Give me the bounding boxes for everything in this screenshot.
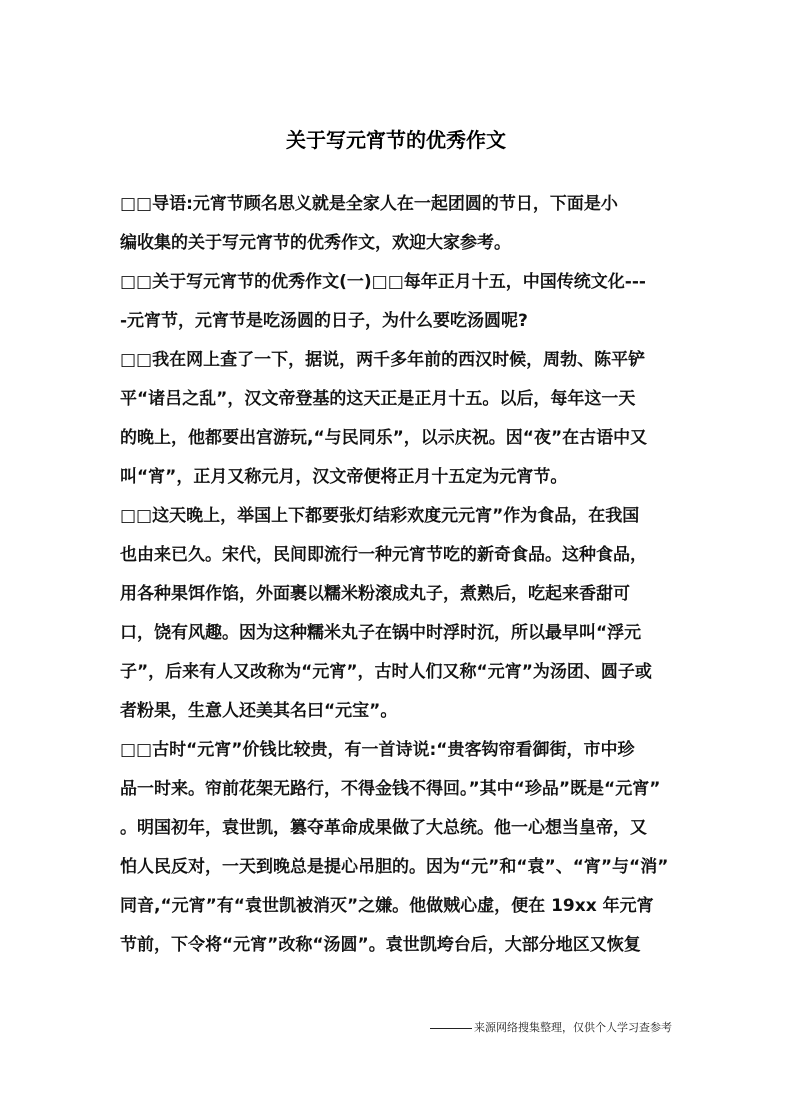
body-line: 口，饶有风趣。因为这种糯米丸子在锅中时浮时沉，所以最早叫“浮元 [120, 623, 642, 643]
body-line: 节前，下令将“元宵”改称“汤圆”。袁世凯垮台后，大部分地区又恢复 [120, 935, 641, 955]
body-line: 怕人民反对，一天到晚总是提心吊胆的。因为“元”和“袁”、“宵”与“消” [120, 857, 669, 877]
body-line: 子”，后来有人又改称为“元宵”，古时人们又称“元宵”为汤团、圆子或 [120, 662, 652, 682]
body-line: 平“诸吕之乱”，汉文帝登基的这天正是正月十五。以后，每年这一天 [120, 389, 636, 409]
body-line: 者粉果，生意人还美其名曰“元宝”。 [120, 701, 398, 721]
body-line: 品一时来。帘前花架无路行，不得金钱不得回。”其中“珍品”既是“元宵” [120, 779, 661, 799]
body-line: 用各种果饵作馅，外面裹以糯米粉滚成丸子，煮熟后，吃起来香甜可 [120, 584, 630, 604]
document-body [120, 185, 680, 965]
body-line: 的晚上，他都要出宫游玩,“与民同乐”，以示庆祝。因“夜”在古语中又 [120, 428, 648, 448]
body-line: □□导语:元宵节顾名思义就是全家人在一起团圆的节日，下面是小 [120, 194, 618, 214]
body-line: 同音,“元宵”有“袁世凯被消灭”之嫌。他做贼心虚，便在 19xx 年元宵 [120, 896, 654, 916]
footer-source-note: 来源网络搜集整理，仅供个人学习查参考 [474, 1021, 672, 1034]
page-footer [430, 1018, 672, 1038]
body-line: 叫“宵”，正月又称元月，汉文帝便将正月十五定为元宵节。 [120, 467, 568, 487]
body-line: □□这天晚上，举国上下都要张灯结彩欢度元元宵”作为食品，在我国 [120, 506, 640, 526]
document-title: 关于写元宵节的优秀作文 [286, 128, 506, 152]
footer-rule [430, 1028, 472, 1029]
body-line: 编收集的关于写元宵节的优秀作文，欢迎大家参考。 [120, 233, 511, 253]
body-line: 。明国初年，袁世凯，篡夺革命成果做了大总统。他一心想当皇帝，又 [120, 818, 647, 838]
body-line: □□关于写元宵节的优秀作文(一)□□每年正月十五，中国传统文化--- [120, 272, 646, 292]
body-line: 也由来已久。宋代，民间即流行一种元宵节吃的新奇食品。这种食品， [120, 545, 647, 565]
body-line: □□古时“元宵”价钱比较贵，有一首诗说:“贵客钩帘看御街，市中珍 [120, 740, 635, 760]
body-line: □□我在网上查了一下，据说，两千多年前的西汉时候，周勃、陈平铲 [120, 350, 646, 370]
body-line: -元宵节，元宵节是吃汤圆的日子，为什么要吃汤圆呢? [120, 311, 528, 331]
